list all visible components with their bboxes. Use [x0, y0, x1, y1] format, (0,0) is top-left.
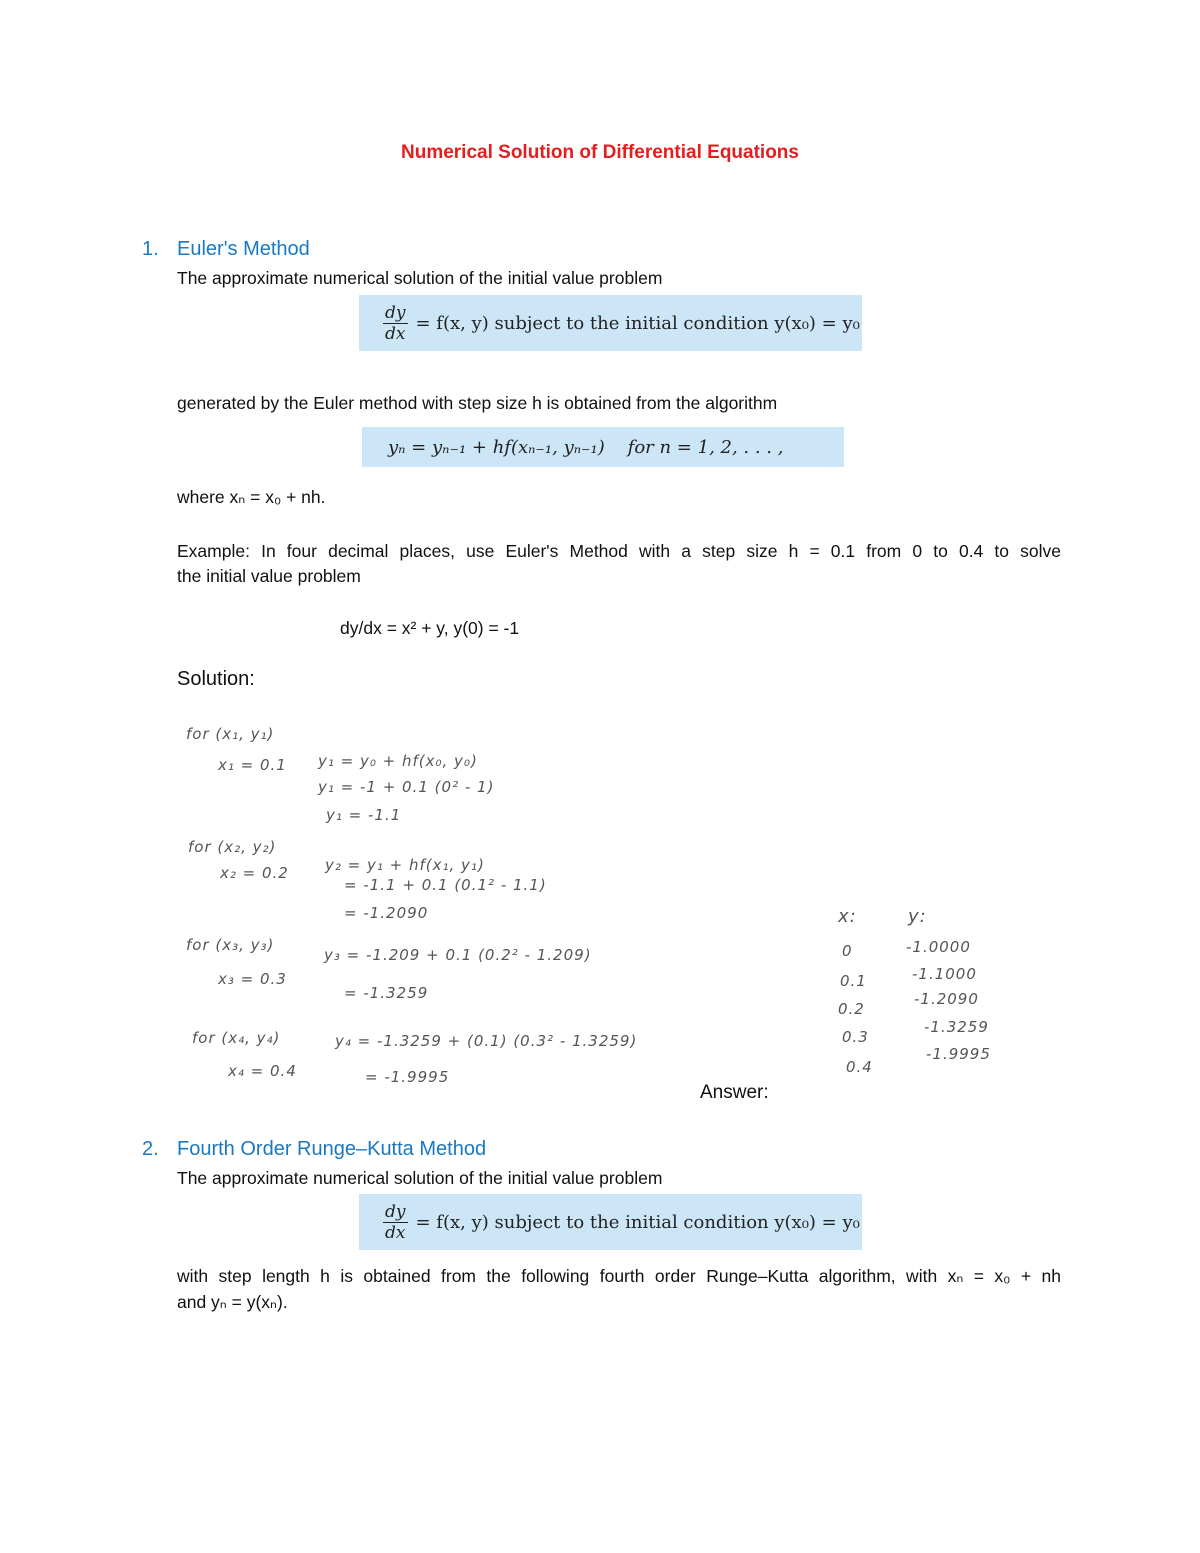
section-heading-runge-kutta: Fourth Order Runge–Kutta Method [177, 1138, 487, 1160]
hand-step1-line: y₁ = -1 + 0.1 (0² - 1) [318, 778, 495, 796]
example-line-1: Example: In four decimal places, use Euler's Method with a step size h = 0.1 from 0 to 0.4 to solve [177, 541, 1061, 561]
hand-table-y: -1.9995 [926, 1045, 991, 1063]
hand-step3-line: = -1.3259 [344, 984, 429, 1002]
hand-step2-label: for (x₂, y₂) [188, 838, 277, 856]
hand-table-y: -1.1000 [912, 965, 977, 983]
hand-step1-x: x₁ = 0.1 [218, 756, 287, 774]
section-number: 1. [142, 238, 159, 260]
derivative-fraction: $\frac{dy}{dx}$ [385, 1201, 406, 1243]
hand-step4-line: = -1.9995 [365, 1068, 450, 1086]
hand-step3-label: for (x₃, y₃) [186, 936, 275, 954]
hand-table-x: 0.3 [842, 1028, 869, 1046]
hand-step4-line: y₄ = -1.3259 + (0.1) (0.3² - 1.3259) [335, 1032, 638, 1050]
derivative-fraction: $\frac{dy}{dx}$ [385, 302, 406, 344]
hand-step1-label: for (x₁, y₁) [186, 725, 275, 743]
hand-step2-line: y₂ = y₁ + hf(x₁, y₁) [325, 856, 485, 874]
euler-algorithm-box: yₙ = yₙ₋₁ + hf(xₙ₋₁, yₙ₋₁) for n = 1, 2, . . . , [362, 427, 844, 467]
hand-step3-line: y₃ = -1.209 + 0.1 (0.2² - 1.209) [324, 946, 592, 964]
intro-text: The approximate numerical solution of the initial value problem [177, 1168, 663, 1188]
ivp-formula-box [359, 1194, 862, 1250]
answer-label: Answer: [700, 1082, 769, 1103]
solution-label: Solution: [177, 668, 255, 690]
hand-table-y: -1.2090 [914, 990, 979, 1008]
hand-table-header-x: x: [838, 906, 857, 927]
page-title: Numerical Solution of Differential Equations [401, 142, 799, 163]
hand-table-y: -1.0000 [906, 938, 971, 956]
hand-step2-line: = -1.2090 [344, 904, 429, 922]
ivp-formula-box [359, 295, 862, 351]
section-heading-euler: Euler's Method [177, 238, 310, 260]
hand-step2-line: = -1.1 + 0.1 (0.1² - 1.1) [344, 876, 547, 894]
hand-step4-x: x₄ = 0.4 [228, 1062, 297, 1080]
section-number: 2. [142, 1138, 159, 1160]
hand-table-x: 0.1 [840, 972, 867, 990]
hand-step3-x: x₃ = 0.3 [218, 970, 287, 988]
algorithm-intro: generated by the Euler method with step size h is obtained from the algorithm [177, 393, 778, 413]
example-equation: dy/dx = x² + y, y(0) = -1 [340, 618, 520, 638]
hand-table-x: 0.4 [846, 1058, 873, 1076]
ivp-formula-text: = f(x, y) subject to the initial condition y(x₀) = y₀ [415, 1211, 860, 1233]
hand-step2-x: x₂ = 0.2 [220, 864, 289, 882]
rk-body-line-2: and yₙ = y(xₙ). [177, 1292, 288, 1312]
hand-step1-line: y₁ = -1.1 [326, 806, 402, 824]
example-line-2: the initial value problem [177, 566, 361, 586]
rk-body-line-1: with step length h is obtained from the following fourth order Runge–Kutta algorithm, with xₙ = x₀ + nh [177, 1266, 1061, 1286]
ivp-formula-text: = f(x, y) subject to the initial condition y(x₀) = y₀ [415, 312, 860, 334]
hand-table-header-y: y: [908, 906, 927, 927]
hand-table-y: -1.3259 [924, 1018, 989, 1036]
hand-table-x: 0 [842, 942, 853, 960]
hand-step1-line: y₁ = y₀ + hf(x₀, y₀) [318, 752, 478, 770]
hand-step4-label: for (x₄, y₄) [192, 1029, 281, 1047]
hand-table-x: 0.2 [838, 1000, 865, 1018]
intro-text: The approximate numerical solution of the initial value problem [177, 268, 663, 288]
where-line: where xₙ = x₀ + nh. [177, 487, 326, 507]
